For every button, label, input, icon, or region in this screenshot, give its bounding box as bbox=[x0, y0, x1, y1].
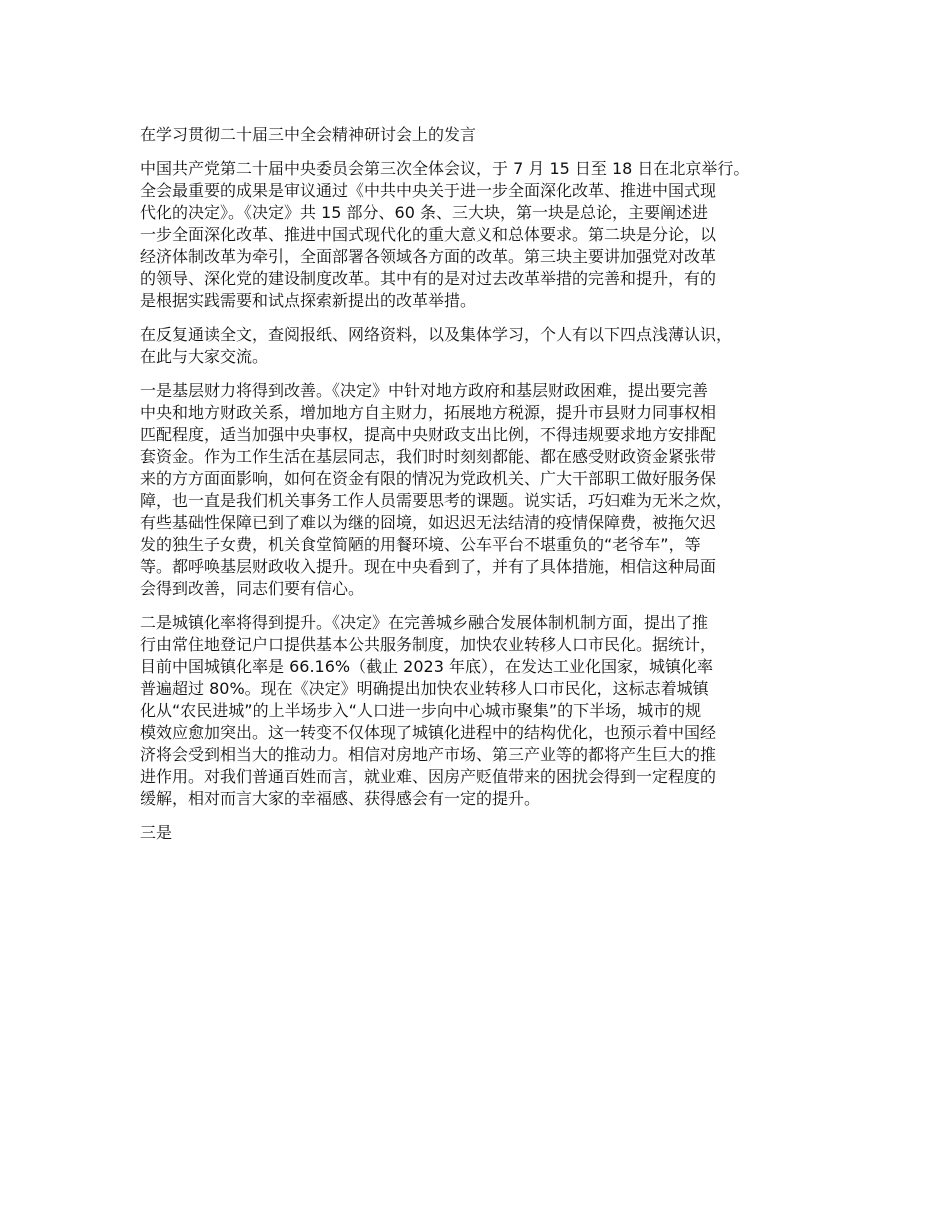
text-line: 有些基础性保障已到了难以为继的囧境，如迟迟无法结清的疫情保障费，被拖欠迟 bbox=[140, 513, 717, 532]
text-line: 障，也一直是我们机关事务工作人员需要思考的课题。说实话，巧妇难为无米之炊， bbox=[140, 491, 733, 510]
text-line: 会得到改善，同志们要有信心。 bbox=[140, 579, 365, 598]
text-line: 济将会受到相当大的推动力。相信对房地产市场、第三产业等的都将产生巨大的推 bbox=[140, 745, 717, 764]
text-line: 在反复通读全文，查阅报纸、网络资料，以及集体学习，个人有以下四点浅薄认识， bbox=[140, 325, 733, 344]
paragraph-point-three bbox=[140, 822, 830, 844]
paragraph-transition bbox=[140, 324, 830, 368]
text-line: 套资金。作为工作生活在基层同志，我们时时刻刻都能、都在感受财政资金紧张带 bbox=[140, 447, 717, 466]
text-line: 中央和地方财政关系，增加地方自主财力，拓展地方税源，提升市县财力同事权相 bbox=[140, 403, 717, 422]
text-line: 中国共产党第二十届中央委员会第三次全体会议，于 7 月 15 日至 18 日在北京举行。 bbox=[140, 159, 750, 178]
text-line: 来的方方面面影响，如何在资金有限的情况为党政机关、广大干部职工做好服务保 bbox=[140, 469, 717, 488]
text-line: 在此与大家交流。 bbox=[140, 347, 269, 366]
paragraph-point-two bbox=[140, 612, 830, 810]
document-title: 在学习贯彻二十届三中全会精神研讨会上的发言 bbox=[140, 125, 477, 144]
text-line: 缓解，相对而言大家的幸福感、获得感会有一定的提升。 bbox=[140, 789, 541, 808]
text-line: 一是基层财力将得到改善。《决定》中针对地方政府和基层财政困难，提出要完善 bbox=[140, 381, 709, 400]
text-line: 全会最重要的成果是审议通过《中共中央关于进一步全面深化改革、推进中国式现 bbox=[140, 181, 717, 200]
text-line: 匹配程度，适当加强中央事权，提高中央财政支出比例，不得违规要求地方安排配 bbox=[140, 425, 717, 444]
text-line: 的领导、深化党的建设制度改革。其中有的是对过去改革举措的完善和提升，有的 bbox=[140, 269, 717, 288]
paragraph-intro bbox=[140, 158, 830, 312]
text-line: 化从“农民进城”的上半场步入“人口进一步向中心城市聚集”的下半场，城市的规 bbox=[140, 701, 702, 720]
text-line: 普遍超过 80%。现在《决定》明确提出加快农业转移人口市民化，这标志着城镇 bbox=[140, 679, 709, 698]
text-line: 经济体制改革为牵引，全面部署各领域各方面的改革。第三块主要讲加强党对改革 bbox=[140, 247, 717, 266]
text-line: 三是 bbox=[140, 823, 173, 842]
text-line: 代化的决定》。《决定》共 15 部分、60 条、三大块，第一块是总论，主要阐述进 bbox=[140, 203, 708, 222]
text-line: 模效应愈加突出。这一转变不仅体现了城镇化进程中的结构优化，也预示着中国经 bbox=[140, 723, 717, 742]
text-line: 二是城镇化率将得到提升。《决定》在完善城乡融合发展体制机制方面，提出了推 bbox=[140, 613, 709, 632]
text-line: 等。都呼唤基层财政收入提升。现在中央看到了，并有了具体措施，相信这种局面 bbox=[140, 557, 717, 576]
text-line: 是根据实践需要和试点探索新提出的改革举措。 bbox=[140, 291, 477, 310]
text-line: 发的独生子女费，机关食堂简陋的用餐环境、公车平台不堪重负的“老爷车”，等 bbox=[140, 535, 701, 554]
text-line: 行由常住地登记户口提供基本公共服务制度，加快农业转移人口市民化。据统计， bbox=[140, 635, 717, 654]
paragraph-point-one bbox=[140, 380, 830, 600]
document-page bbox=[140, 124, 830, 856]
text-line: 进作用。对我们普通百姓而言，就业难、因房产贬值带来的困扰会得到一定程度的 bbox=[140, 767, 717, 786]
text-line: 目前中国城镇化率是 66.16%（截止 2023 年底），在发达工业化国家，城镇化率 bbox=[140, 657, 713, 676]
text-line: 一步全面深化改革、推进中国式现代化的重大意义和总体要求。第二块是分论，以 bbox=[140, 225, 717, 244]
